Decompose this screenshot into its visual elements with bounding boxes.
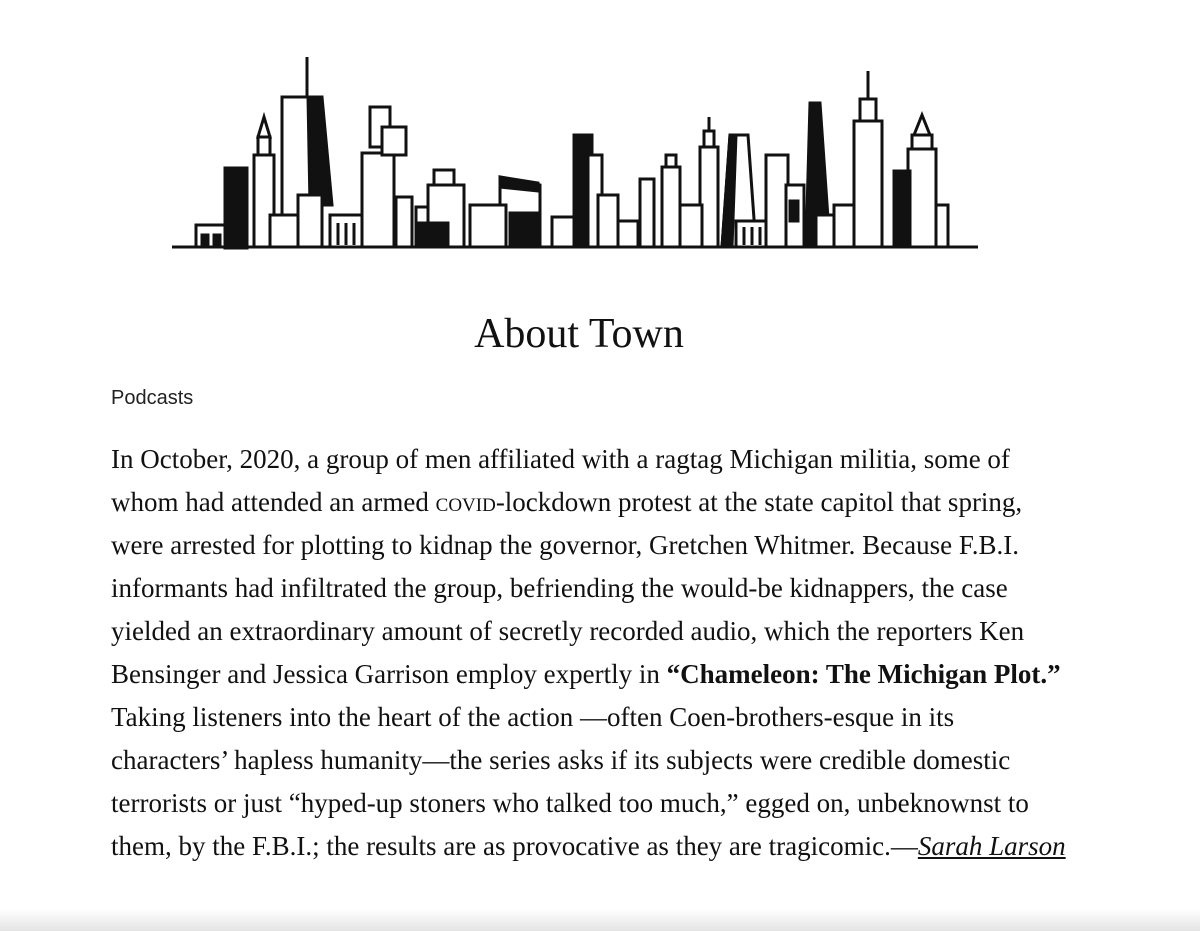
body-text-part: Taking listeners into the heart of the action —often Coen-brothers-esque in its characters’ hapless humanity—the series asks if its subjects were credible domestic terrorists or just “hyped-up stoners who talked too much,” egged on, unbeknownst to them, by the F.B.I.; the results are as provocative as they are tragicomic.— (111, 702, 1029, 861)
author-link[interactable]: Sarah Larson (917, 831, 1066, 861)
body-text-part: -lockdown protest at the state capitol that spring, were arrested for plotting to kidnap the governor, Gretchen Whitmer. Because F.B.I. informants had infiltrated the group, befriending the would-be kidnappers, the case yielded an extraordinary amount of secretly recorded audio, which the reporters Ken Bensinger and Jessica Garrison employ expertly in (111, 487, 1025, 689)
section-rubric: Podcasts (111, 387, 194, 409)
body-text-part: In October, 2020, a group of men affiliated with a ragtag Michigan militia, some of whom had attended an armed (111, 444, 1010, 517)
article-body (111, 438, 1071, 868)
show-title: “Chameleon: The Michigan Plot.” (666, 659, 1061, 689)
bottom-fade (0, 909, 1200, 931)
page-title: About Town (474, 311, 684, 357)
covid-smallcaps: covid (435, 487, 496, 517)
city-skyline-icon (170, 55, 980, 255)
